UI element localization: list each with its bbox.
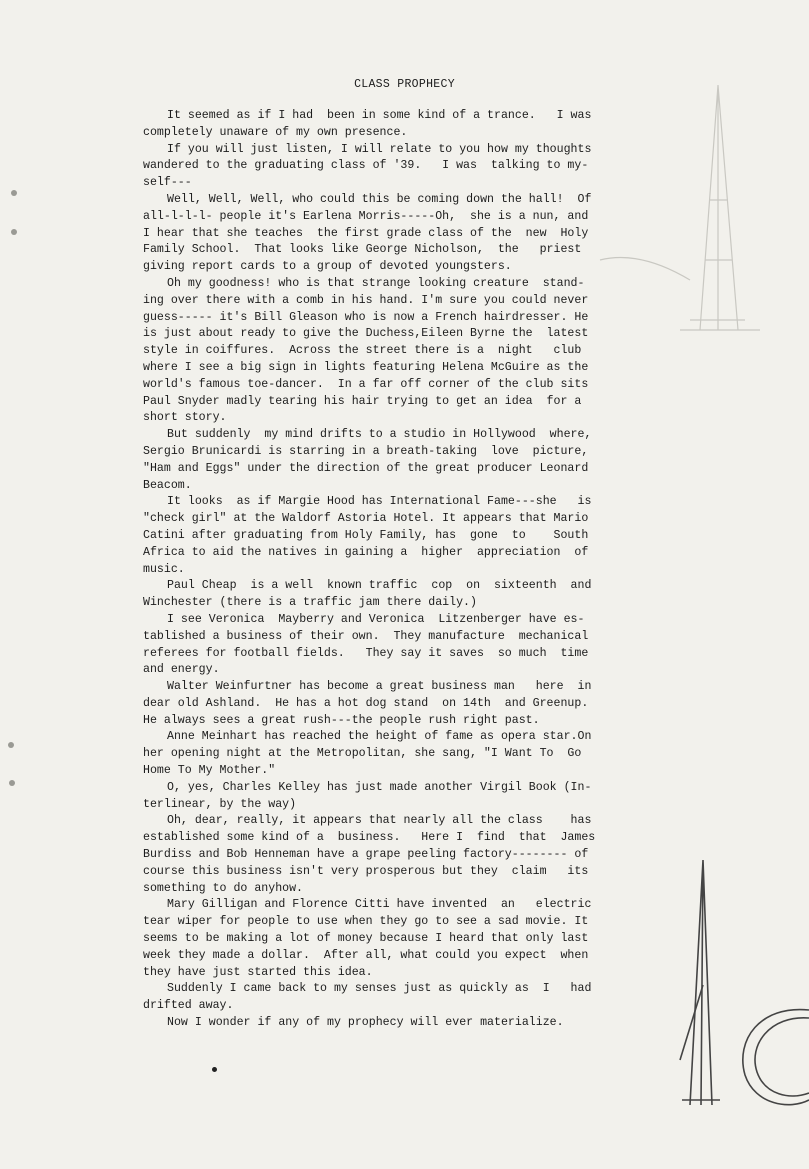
- text-line: Africa to aid the natives in gaining a higher appreciation of: [143, 545, 589, 559]
- text-line: drifted away.: [143, 999, 234, 1013]
- paragraph: [143, 981, 683, 1015]
- prophecy-body: [143, 108, 683, 1032]
- text-line: Oh my goodness! who is that strange looking creature stand-: [167, 276, 585, 290]
- text-line: Winchester (there is a traffic jam there daily.): [143, 596, 477, 610]
- text-line: course this business isn't very prosperous but they claim its: [143, 864, 589, 878]
- text-line: they have just started this idea.: [143, 965, 373, 979]
- text-line: short story.: [143, 411, 227, 425]
- text-line: week they made a dollar. After all, what could you expect when: [143, 948, 589, 962]
- paragraph: [143, 427, 683, 494]
- text-line: Now I wonder if any of my prophecy will ever materialize.: [167, 1016, 564, 1030]
- text-line: is just about ready to give the Duchess,Eileen Byrne the latest: [143, 327, 589, 341]
- text-line: Family School. That looks like George Nicholson, the priest: [143, 243, 582, 257]
- paragraph: [143, 1015, 683, 1032]
- text-line: Paul Snyder madly tearing his hair trying to get an idea for a: [143, 394, 582, 408]
- text-line: Sergio Brunicardi is starring in a breath-taking love picture,: [143, 444, 589, 458]
- punch-hole-2: [11, 229, 17, 235]
- page-title: CLASS PROPHECY: [354, 78, 455, 91]
- text-line: completely unaware of my own presence.: [143, 125, 408, 139]
- text-line: It seemed as if I had been in some kind of a trance. I was: [167, 109, 592, 122]
- text-line: "check girl" at the Waldorf Astoria Hotel. It appears that Mario: [143, 512, 589, 526]
- text-line: I hear that she teaches the first grade class of the new Holy: [143, 226, 589, 240]
- text-line: self---: [143, 176, 192, 190]
- text-line: Well, Well, Well, who could this be coming down the hall! Of: [167, 192, 592, 206]
- ink-dot: [212, 1067, 217, 1072]
- punch-hole-3: [8, 742, 14, 748]
- paragraph: [143, 142, 683, 192]
- text-line: Home To My Mother.": [143, 764, 276, 778]
- text-line: her opening night at the Metropolitan, she sang, "I Want To Go: [143, 747, 582, 761]
- text-line: Anne Meinhart has reached the height of fame as opera star.On: [167, 730, 592, 744]
- text-line: Walter Weinfurtner has become a great business man here in: [167, 680, 592, 694]
- text-line: Beacom.: [143, 478, 192, 492]
- punch-hole-1: [11, 190, 17, 196]
- text-line: Burdiss and Bob Henneman have a grape peeling factory-------- of: [143, 848, 589, 862]
- text-line: Suddenly I came back to my senses just as quickly as I had: [167, 982, 592, 996]
- paragraph: [143, 897, 683, 981]
- text-line: tablished a business of their own. They manufacture mechanical: [143, 629, 589, 643]
- paragraph: [143, 780, 683, 814]
- text-line: terlinear, by the way): [143, 797, 297, 811]
- text-line: Oh, dear, really, it appears that nearly all the class has: [167, 814, 592, 828]
- text-line: and energy.: [143, 663, 220, 677]
- paragraph: [143, 108, 683, 142]
- text-line: seems to be making a lot of money because I heard that only last: [143, 932, 589, 946]
- text-line: It looks as if Margie Hood has International Fame---she is: [167, 495, 592, 509]
- paragraph: [143, 276, 683, 427]
- text-line: established some kind of a business. Here I find that James: [143, 831, 596, 845]
- text-line: referees for football fields. They say it saves so much time: [143, 646, 589, 660]
- text-line: wandered to the graduating class of '39. I was talking to my-: [143, 159, 589, 173]
- text-line: He always sees a great rush---the people rush right past.: [143, 713, 540, 727]
- text-line: ing over there with a comb in his hand. I'm sure you could never: [143, 293, 589, 307]
- text-line: O, yes, Charles Kelley has just made another Virgil Book (In-: [167, 780, 592, 794]
- text-line: Paul Cheap is a well known traffic cop on sixteenth and: [167, 579, 592, 593]
- paragraph: [143, 813, 683, 897]
- text-line: tear wiper for people to use when they go to see a sad movie. It: [143, 915, 589, 929]
- paragraph: [143, 679, 683, 729]
- paragraph: [143, 578, 683, 612]
- paragraph: [143, 494, 683, 578]
- text-line: style in coiffures. Across the street there is a night club: [143, 344, 582, 358]
- text-line: music.: [143, 562, 185, 576]
- text-line: If you will just listen, I will relate to you how my thoughts: [167, 142, 592, 156]
- paragraph: [143, 192, 683, 276]
- text-line: guess----- it's Bill Gleason who is now a French hairdresser. He: [143, 310, 589, 324]
- text-line: dear old Ashland. He has a hot dog stand on 14th and Greenup.: [143, 696, 589, 710]
- paragraph: [143, 729, 683, 779]
- text-line: Catini after graduating from Holy Family, has gone to South: [143, 528, 589, 542]
- text-line: world's famous toe-dancer. In a far off corner of the club sits: [143, 377, 589, 391]
- text-line: giving report cards to a group of devoted youngsters.: [143, 260, 512, 274]
- text-line: something to do anyhow.: [143, 881, 304, 895]
- punch-hole-4: [9, 780, 15, 786]
- text-line: where I see a big sign in lights featuring Helena McGuire as the: [143, 360, 589, 374]
- text-line: all-l-l-l- people it's Earlena Morris-----Oh, she is a nun, and: [143, 209, 589, 223]
- text-line: Mary Gilligan and Florence Citti have invented an electric: [167, 898, 592, 912]
- text-line: But suddenly my mind drifts to a studio in Hollywood where,: [167, 428, 592, 442]
- text-line: "Ham and Eggs" under the direction of the great producer Leonard: [143, 461, 589, 475]
- paragraph: [143, 612, 683, 679]
- text-line: I see Veronica Mayberry and Veronica Litzenberger have es-: [167, 612, 585, 626]
